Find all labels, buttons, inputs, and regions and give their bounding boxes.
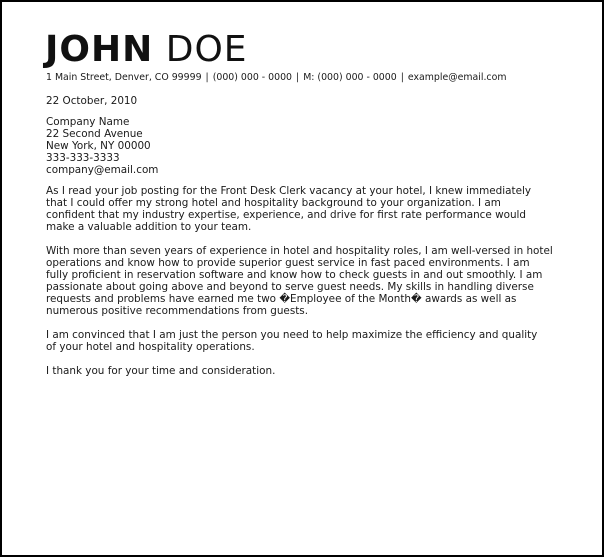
paragraph-line: make a valuable addition to your team. — [46, 221, 252, 233]
paragraph-intro — [46, 185, 566, 233]
paragraph-conviction — [46, 329, 566, 353]
paragraph-line: passionate about going above and beyond to serve guest needs. My skills in handling diverse — [46, 281, 534, 293]
contact-phone: (000) 000 - 0000 — [212, 72, 293, 83]
applicant-name — [45, 28, 248, 72]
contact-separator: | — [296, 72, 300, 83]
recipient-city: New York, NY 00000 — [46, 140, 151, 152]
contact-line — [46, 72, 506, 84]
paragraph-line: numerous positive recommendations from guests. — [46, 305, 309, 317]
paragraph-line: confident that my industry expertise, experience, and drive for first rate performance would — [46, 209, 527, 221]
paragraph-line: With more than seven years of experience in hotel and hospitality roles, I am well-versed in hotel — [46, 245, 553, 257]
recipient-address — [46, 116, 566, 176]
last-name: DOE — [165, 29, 248, 70]
recipient-street: 22 Second Avenue — [46, 128, 143, 140]
letter-date — [46, 95, 566, 107]
paragraph-line: I am convinced that I am just the person you need to help maximize the efficiency and quality — [46, 329, 538, 341]
contact-separator: | — [400, 72, 404, 83]
recipient-email: company@email.com — [46, 164, 159, 176]
paragraph-closing — [46, 365, 566, 377]
paragraph-experience — [46, 245, 566, 317]
contact-email: example@email.com — [407, 72, 507, 83]
paragraph-line: I thank you for your time and consideration. — [46, 365, 276, 377]
first-name: JOHN — [45, 29, 154, 70]
date-text: 22 October, 2010 — [46, 95, 138, 107]
contact-address: 1 Main Street, Denver, CO 99999 — [46, 72, 202, 83]
paragraph-line: of your hotel and hospitality operations. — [46, 341, 255, 353]
recipient-company: Company Name — [46, 116, 130, 128]
paragraph-line: that I could offer my strong hotel and hospitality background to your organization. I am — [46, 197, 501, 209]
paragraph-line: fully proficient in reservation software and know how to check guests in and out smoothly. I am — [46, 269, 543, 281]
contact-mobile: M: (000) 000 - 0000 — [303, 72, 397, 83]
paragraph-line: requests and problems have earned me two �Employee of the Month� awards as well as — [46, 293, 517, 305]
letter-body — [46, 95, 566, 377]
paragraph-line: As I read your job posting for the Front Desk Clerk vacancy at your hotel, I knew immediately — [46, 185, 531, 197]
contact-separator: | — [205, 72, 209, 83]
recipient-phone: 333-333-3333 — [46, 152, 120, 164]
paragraph-line: operations and know how to provide superior guest service in fast paced environments. I am — [46, 257, 530, 269]
